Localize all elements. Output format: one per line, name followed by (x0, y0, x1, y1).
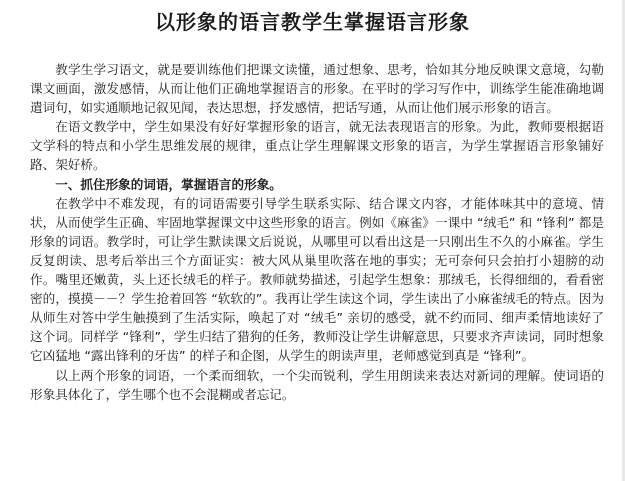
body-paragraph: 在教学中不难发现，有的词语需要引导学生联系实际、结合课文内容，才能体味其中的意境、情状，从而使学生正确、牢固地掌握课文中这些形象的语言。例如《麻雀》一课中 “绒毛” 和 “锋利” 都是形象的词语。教学时，可让学生默读课文后说说，从哪里可以看出这是一只刚出生不久的小麻雀。学生反复朗读、思考后举出三个方面证实：被大风从巢里吹落在地的事实；无可奈何只会拍打小翅膀的动作。嘴里还嫩黄，头上还长绒毛的样子。教师就势描述，引起学生想象：那绒毛，长得细细的，看看密密的，摸摸－－？学生抢着回答 “软软的”。我再让学生读这个词，学生读出了小麻雀绒毛的特点。因为从师生对答中学生触摸到了生活实际，唤起了对 “绒毛” 亲切的感受，就不约而同、细声柔情地读好了这个词。同样学 “锋利”，学生归结了猎狗的任务，教师没让学生讲解意思，只要求齐声读词，同时想象它凶猛地 “露出锋利的牙齿” 的样子和企图，从学生的朗读声里，老师感觉到真是 “锋利”。 (30, 195, 604, 364)
document-body (30, 60, 604, 404)
body-paragraph: 以上两个形象的词语，一个柔而细软，一个尖而锐利，学生用朗读来表达对新词的理解。使词语的形象具体化了，学生哪个也不会混糊或者忘记。 (30, 367, 604, 402)
document-title: 以形象的语言教学生掌握语言形象 (155, 10, 470, 34)
body-paragraph: 在语文教学中，学生如果没有好好掌握形象的语言，就无法表现语言的形象。为此，教师要根据语文学科的特点和小学生思维发展的规律，重点让学生理解课文形象的语言，为学生掌握语言形象铺好路、架好桥。 (30, 119, 604, 173)
body-paragraph: 教学生学习语文，就是要训练他们把课文读懂，通过想象、思考，恰如其分地反映课文意境，勾勒课文画面，激发感情，从而让他们正确地掌握语言的形象。在平时的学习写作中，训练学生能准确地调遣词句，如实通顺地记叙见闻，表达思想，抒发感情，把话写通，从而让他们展示形象的语言。 (30, 62, 604, 116)
section-heading: 一、抓住形象的词语，掌握语言的形象。 (55, 176, 282, 192)
